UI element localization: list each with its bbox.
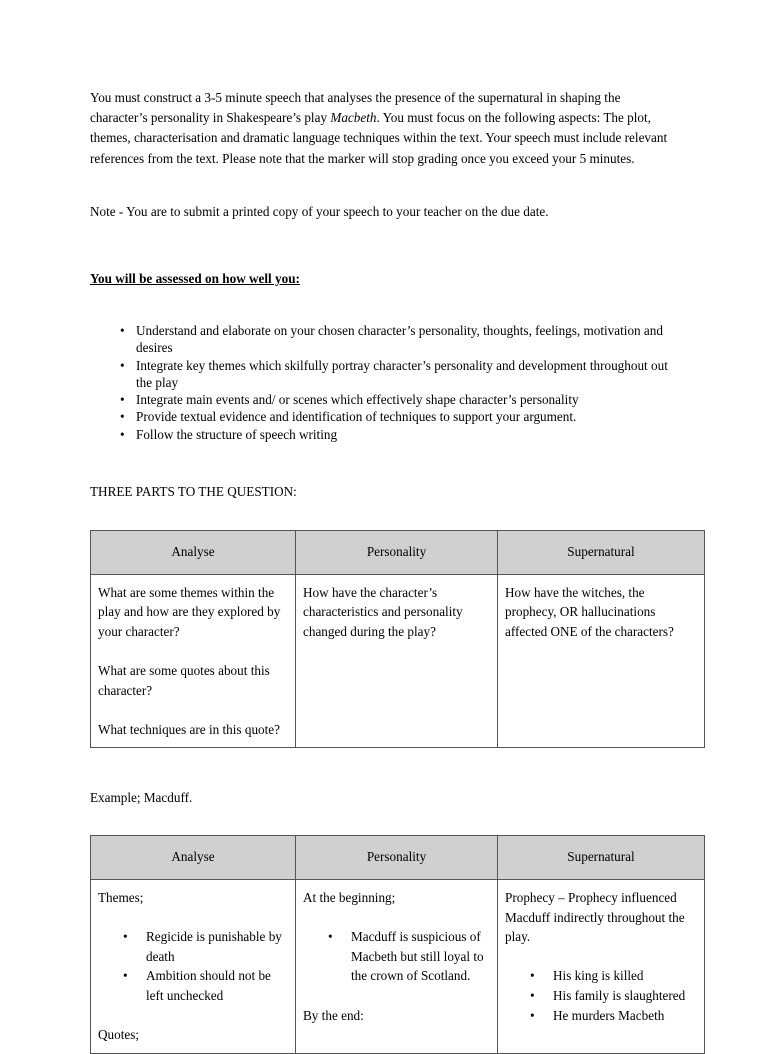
cell-spacer (303, 908, 489, 928)
list-item-label: Follow the structure of speech writing (136, 426, 338, 442)
question-table-head (91, 530, 705, 574)
table-header-row (91, 530, 705, 574)
cell-personality (296, 879, 498, 1053)
cell-spacer (98, 700, 287, 720)
bullet-icon: • (530, 968, 535, 984)
list-item (505, 966, 696, 986)
cell-paragraph: How have the character’s characteristics and personality changed during the play? (303, 584, 463, 639)
cell-spacer (98, 641, 287, 661)
column-header-personality: Personality (296, 835, 498, 879)
cell-supernatural (498, 879, 705, 1053)
list-item (90, 408, 679, 425)
spacer (90, 443, 679, 469)
question-table (90, 530, 705, 749)
spacer (90, 748, 679, 774)
cell-bullet-list (303, 927, 489, 986)
list-item-label: Provide textual evidence and identification of techniques to support your argument. (136, 409, 577, 425)
cell-outro: By the end: (303, 1007, 364, 1023)
three-parts-label: THREE PARTS TO THE QUESTION: (90, 484, 297, 500)
list-item (98, 927, 287, 966)
criteria-list (90, 322, 679, 443)
list-item-label: Ambition should not be left unchecked (146, 968, 271, 1003)
spacer (90, 235, 679, 255)
cell-paragraph: What are some quotes about this character? (98, 663, 270, 698)
cell-spacer (303, 986, 489, 1006)
column-header-supernatural: Supernatural (498, 530, 705, 574)
assessed-heading: You will be assessed on how well you: (90, 270, 300, 286)
spacer (90, 516, 679, 530)
example-label: Example; Macduff. (90, 789, 193, 805)
list-item (98, 966, 287, 1005)
bullet-icon: • (123, 929, 128, 945)
table-header-row (91, 835, 705, 879)
list-item-label: Regicide is punishable by death (146, 929, 282, 964)
table-row (91, 879, 705, 1053)
intro-paragraph (90, 88, 679, 169)
intro-paragraph-part2: . You must focus on the following aspects: The plot, themes, characterisation and dramatic language techniques within the text. Your speech must include relevant references from the text. Please note that the marker will stop grading once you exceed your 5 minutes. (90, 110, 668, 166)
cell-spacer (98, 908, 287, 928)
bullet-icon: • (530, 1007, 535, 1023)
cell-analyse (91, 879, 296, 1053)
example-table-head (91, 835, 705, 879)
intro-paragraph-part1: You must construct a 3-5 minute speech that analyses the presence of the supernatural in shaping the character’s personality in Shakespeare’s play (90, 90, 621, 126)
list-item-label: Understand and elaborate on your chosen character’s personality, thoughts, feelings, motivation and desires (136, 322, 663, 356)
column-header-personality: Personality (296, 530, 498, 574)
table-row (91, 574, 705, 748)
list-item (303, 927, 489, 986)
cell-intro: Prophecy – Prophecy influenced Macduff indirectly throughout the play. (505, 889, 685, 945)
list-item (505, 1006, 696, 1026)
cell-bullet-list (505, 966, 696, 1025)
spacer (90, 821, 679, 835)
bullet-icon: • (120, 409, 125, 425)
cell-personality (296, 574, 498, 748)
list-item-label: His king is killed (553, 968, 644, 984)
cell-spacer (98, 1006, 287, 1026)
cell-intro: Themes; (98, 889, 144, 905)
list-item (90, 322, 679, 357)
note-line: Note - You are to submit a printed copy of your speech to your teacher on the due date. (90, 204, 549, 219)
cell-paragraph: What techniques are in this quote? (98, 721, 280, 737)
list-item (505, 986, 696, 1006)
list-item (90, 391, 679, 408)
list-item-label: Integrate main events and/ or scenes which effectively shape character’s personality (136, 392, 579, 408)
bullet-icon: • (120, 392, 125, 408)
example-table (90, 835, 705, 1054)
column-header-supernatural: Supernatural (498, 835, 705, 879)
column-header-analyse: Analyse (91, 530, 296, 574)
bullet-icon: • (328, 929, 333, 945)
bullet-icon: • (120, 357, 125, 373)
cell-spacer (505, 947, 696, 967)
cell-outro: Quotes; (98, 1027, 140, 1043)
list-item-label: He murders Macbeth (553, 1007, 665, 1023)
cell-analyse (91, 574, 296, 748)
list-item (90, 357, 679, 392)
spacer (90, 302, 679, 322)
bullet-icon: • (123, 968, 128, 984)
list-item (90, 426, 679, 443)
play-title-macbeth: Macbeth (330, 110, 377, 126)
example-table-body (91, 879, 705, 1053)
question-table-body (91, 574, 705, 748)
cell-paragraph: What are some themes within the play and how are they explored by your character? (98, 584, 281, 639)
list-item-label: Macduff is suspicious of Macbeth but still loyal to the crown of Scotland. (351, 929, 484, 984)
column-header-analyse: Analyse (91, 835, 296, 879)
cell-supernatural (498, 574, 705, 748)
cell-intro: At the beginning; (303, 889, 396, 905)
bullet-icon: • (530, 987, 535, 1003)
document-body (90, 88, 686, 1054)
list-item-label: Integrate key themes which skilfully portray character’s personality and development throughout out the play (136, 357, 668, 390)
cell-paragraph: How have the witches, the prophecy, OR hallucinations affected ONE of the characters? (505, 584, 674, 639)
list-item-label: His family is slaughtered (553, 987, 686, 1003)
bullet-icon: • (120, 426, 125, 442)
bullet-icon: • (120, 322, 125, 338)
spacer (90, 169, 679, 189)
